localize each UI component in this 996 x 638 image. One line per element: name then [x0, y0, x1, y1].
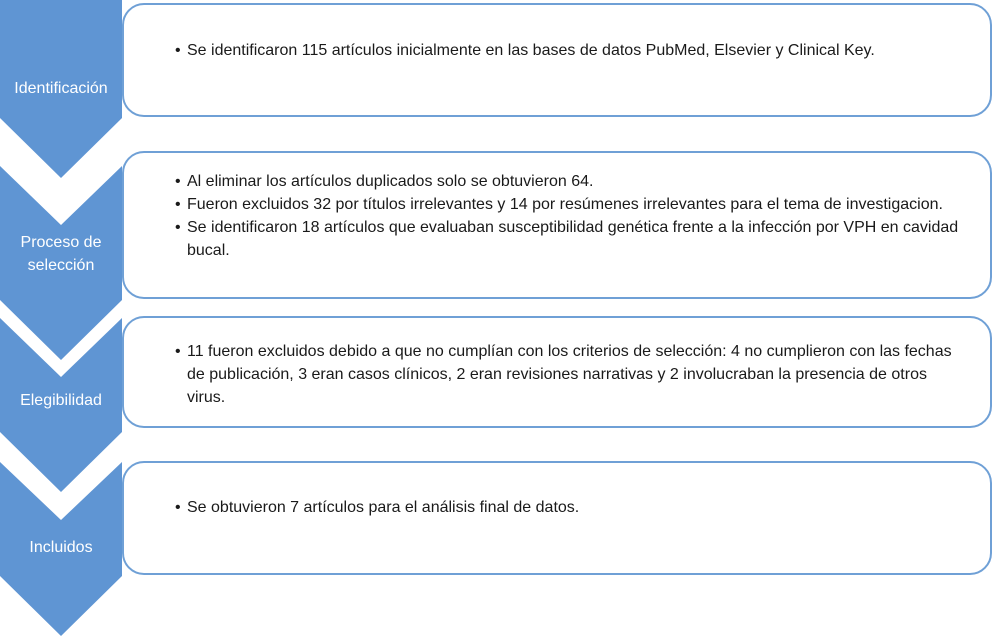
stage-label-line: Proceso de [20, 234, 102, 251]
bullet-list [175, 340, 960, 409]
stage-label-line: Elegibilidad [20, 392, 102, 409]
list-item: • Se identificaron 115 artículos inicialmente en las bases de datos PubMed, Elsevier y Clinical Key. [175, 39, 890, 62]
bullet-list [175, 496, 960, 519]
list-item: • Se obtuvieron 7 artículos para el análisis final de datos. [175, 496, 960, 519]
stage-label-seleccion [0, 231, 122, 277]
stage-label-identificacion [0, 77, 122, 100]
list-item: • 11 fueron excluidos debido a que no cumplían con los criterios de selección: 4 no cumplieron con las fechas de publicación, 3 eran casos clínicos, 2 eran revisiones narrativas y 2 involucraban la presencia de otros virus. [175, 340, 960, 409]
stage-box-identificacion [122, 3, 992, 117]
stage-label-elegibilidad [0, 389, 122, 412]
stage-label-line: selección [27, 257, 95, 274]
list-item: • Se identificaron 18 artículos que evaluaban susceptibilidad genética frente a la infección por VPH en cavidad bucal. [175, 216, 960, 262]
stage-label-line: Incluidos [29, 539, 93, 556]
stage-box-incluidos [122, 461, 992, 575]
list-item: • Al eliminar los artículos duplicados solo se obtuvieron 64. [175, 170, 960, 193]
stage-label-incluidos [0, 536, 122, 559]
bullet-list [175, 39, 890, 62]
stage-label-line: Identificación [14, 80, 108, 97]
stage-box-seleccion [122, 151, 992, 299]
list-item: • Fueron excluidos 32 por títulos irrelevantes y 14 por resúmenes irrelevantes para el tema de investigacion. [175, 193, 960, 216]
stage-box-elegibilidad [122, 316, 992, 428]
bullet-list [175, 170, 960, 262]
